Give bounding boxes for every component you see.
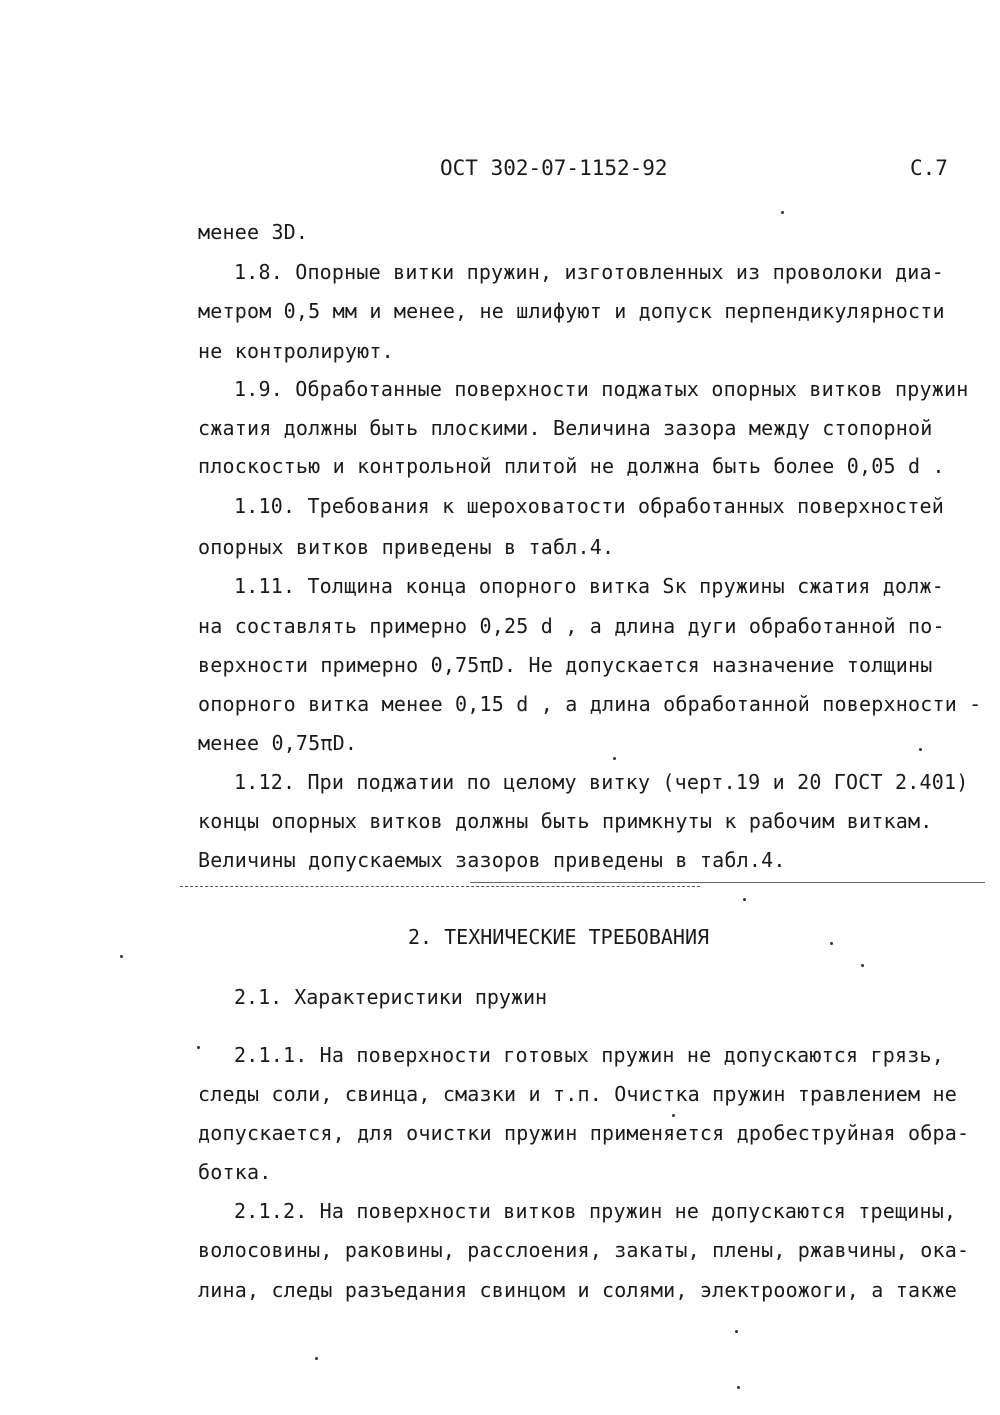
scan-speck (672, 1114, 675, 1117)
text-line: менее 0,75πD. (198, 731, 358, 755)
scan-speck (315, 1357, 318, 1360)
page-number: С.7 (910, 156, 948, 180)
scan-speck (861, 964, 864, 967)
scan-speck (781, 211, 784, 214)
section-title: 2. ТЕХНИЧЕСКИЕ ТРЕБОВАНИЯ (408, 925, 710, 949)
text-line: допускается, для очистки пружин применяется дробеструйная обра- (198, 1121, 970, 1145)
text-line: 1.11. Толщина конца опорного витка Sк пружины сжатия долж- (234, 574, 944, 598)
text-line: 2.1.1. На поверхности готовых пружин не допускаются грязь, (234, 1043, 944, 1067)
scan-speck (120, 955, 123, 958)
text-line: сжатия должны быть плоскими. Величина зазора между стопорной (198, 416, 933, 440)
text-line: опорных витков приведены в табл.4. (198, 535, 615, 559)
scan-speck (830, 942, 833, 945)
text-line: 1.8. Опорные витки пружин, изготовленных из проволоки диа- (234, 260, 944, 284)
text-line: менее 3D. (198, 220, 309, 244)
text-line: на составлять примерно 0,25 d , а длина дуги обработанной по- (198, 614, 945, 638)
scan-speck (919, 748, 922, 751)
text-line: плоскостью и контрольной плитой не должна быть более 0,05 d . (198, 454, 945, 478)
text-line: лина, следы разъедания свинцом и солями, электроожоги, а также (198, 1278, 957, 1302)
scan-speck (737, 1386, 740, 1389)
scan-speck (197, 1046, 200, 1049)
text-line: 1.12. При поджатии по целому витку (черт.19 и 20 ГОСТ 2.401) (234, 770, 969, 794)
text-line: волосовины, раковины, расслоения, закаты, плены, ржавчины, ока- (198, 1238, 970, 1262)
scan-speck (735, 1330, 738, 1333)
separator-line (470, 882, 985, 883)
text-line: 1.10. Требования к шероховатости обработанных поверхностей (234, 494, 944, 518)
text-line: ботка. (198, 1160, 272, 1184)
scan-speck (743, 898, 746, 901)
text-line: не контролируют. (198, 339, 394, 363)
subsection-title: 2.1. Характеристики пружин (234, 985, 548, 1009)
text-line: опорного витка менее 0,15 d , а длина обработанной поверхности - (198, 692, 982, 716)
text-line: метром 0,5 мм и менее, не шлифуют и допуск перпендикулярности (198, 299, 945, 323)
document-code: ОСТ 302-07-1152-92 (440, 156, 668, 180)
text-line: верхности примерно 0,75πD. Не допускается назначение толщины (198, 653, 933, 677)
text-line: Величины допускаемых зазоров приведены в табл.4. (198, 848, 786, 872)
scan-speck (613, 757, 616, 760)
text-line: 2.1.2. На поверхности витков пружин не допускаются трещины, (234, 1199, 957, 1223)
text-line: следы соли, свинца, смазки и т.п. Очистка пружин травлением не (198, 1082, 957, 1106)
separator-line (180, 886, 700, 888)
text-line: концы опорных витков должны быть примкнуты к рабочим виткам. (198, 809, 933, 833)
text-line: 1.9. Обработанные поверхности поджатых опорных витков пружин (234, 377, 969, 401)
